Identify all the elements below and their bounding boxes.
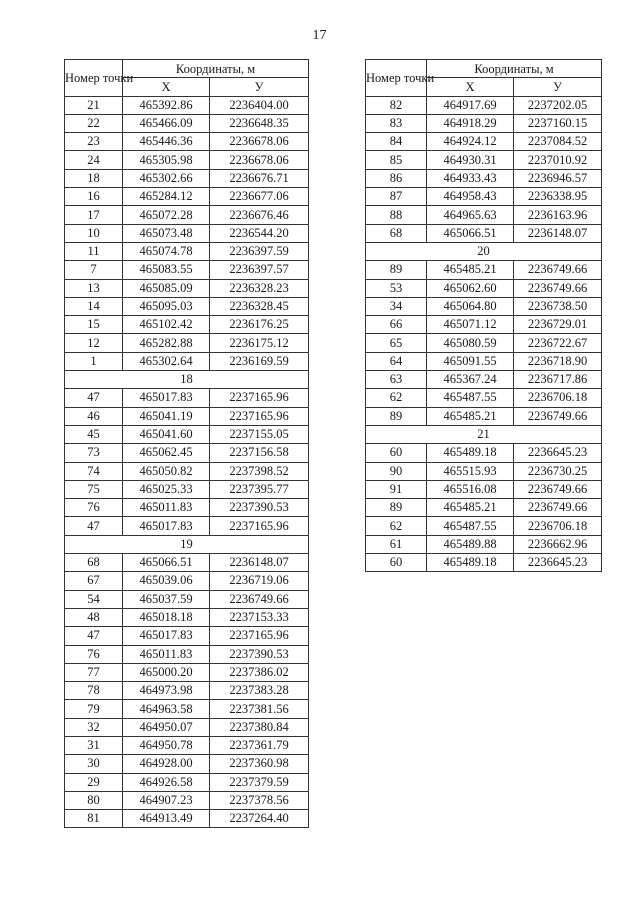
x-coordinate-cell: 465073.48 bbox=[123, 224, 210, 242]
point-number-cell: 1 bbox=[65, 352, 123, 370]
y-coordinate-cell: 2236722.67 bbox=[514, 334, 602, 352]
y-coordinate-cell: 2236676.71 bbox=[210, 169, 309, 187]
point-number-cell: 62 bbox=[366, 517, 427, 535]
point-number-cell: 31 bbox=[65, 736, 123, 754]
x-coordinate-cell: 464924.12 bbox=[427, 133, 514, 151]
point-number-cell: 84 bbox=[366, 133, 427, 151]
section-number: 18 bbox=[65, 371, 309, 389]
x-coordinate-cell: 465050.82 bbox=[123, 462, 210, 480]
section-number: 20 bbox=[366, 242, 602, 260]
y-coordinate-cell: 2236678.06 bbox=[210, 151, 309, 169]
x-coordinate-cell: 465025.33 bbox=[123, 480, 210, 498]
point-number-cell: 10 bbox=[65, 224, 123, 242]
y-coordinate-cell: 2236718.90 bbox=[514, 352, 602, 370]
table-row bbox=[65, 389, 309, 407]
table-row bbox=[65, 425, 309, 443]
section-number: 21 bbox=[366, 425, 602, 443]
point-number-cell: 86 bbox=[366, 169, 427, 187]
y-coordinate-cell: 2237379.59 bbox=[210, 773, 309, 791]
point-number-cell: 80 bbox=[65, 791, 123, 809]
x-header: Х bbox=[123, 78, 210, 96]
y-coordinate-cell: 2237202.05 bbox=[514, 96, 602, 114]
table-row bbox=[366, 279, 602, 297]
y-coordinate-cell: 2237378.56 bbox=[210, 791, 309, 809]
x-coordinate-cell: 465017.83 bbox=[123, 517, 210, 535]
point-number-cell: 62 bbox=[366, 389, 427, 407]
table-row bbox=[65, 517, 309, 535]
x-coordinate-cell: 465515.93 bbox=[427, 462, 514, 480]
table-row bbox=[366, 444, 602, 462]
x-coordinate-cell: 465485.21 bbox=[427, 499, 514, 517]
table-row bbox=[366, 407, 602, 425]
point-number-cell: 30 bbox=[65, 755, 123, 773]
x-coordinate-cell: 465485.21 bbox=[427, 261, 514, 279]
x-coordinate-cell: 465516.08 bbox=[427, 480, 514, 498]
table-row bbox=[65, 279, 309, 297]
y-coordinate-cell: 2236328.23 bbox=[210, 279, 309, 297]
point-number-cell: 68 bbox=[65, 554, 123, 572]
x-coordinate-cell: 465487.55 bbox=[427, 517, 514, 535]
table-row bbox=[366, 517, 602, 535]
table-row bbox=[366, 151, 602, 169]
coordinates-table-right bbox=[365, 59, 602, 572]
x-coordinate-cell: 465074.78 bbox=[123, 242, 210, 260]
table-row bbox=[366, 334, 602, 352]
x-coordinate-cell: 465095.03 bbox=[123, 297, 210, 315]
x-coordinate-cell: 465037.59 bbox=[123, 590, 210, 608]
point-number-cell: 87 bbox=[366, 188, 427, 206]
y-coordinate-cell: 2236648.35 bbox=[210, 114, 309, 132]
table-row bbox=[366, 96, 602, 114]
x-coordinate-cell: 465080.59 bbox=[427, 334, 514, 352]
x-coordinate-cell: 465041.60 bbox=[123, 425, 210, 443]
table-row bbox=[65, 334, 309, 352]
y-coordinate-cell: 2236148.07 bbox=[210, 554, 309, 572]
point-number-cell: 68 bbox=[366, 224, 427, 242]
y-coordinate-cell: 2237010.92 bbox=[514, 151, 602, 169]
x-coordinate-cell: 465102.42 bbox=[123, 316, 210, 334]
coordinates-header: Координаты, м bbox=[427, 60, 602, 78]
y-coordinate-cell: 2236719.06 bbox=[210, 572, 309, 590]
y-coordinate-cell: 2237380.84 bbox=[210, 718, 309, 736]
point-number-cell: 53 bbox=[366, 279, 427, 297]
y-header: У bbox=[210, 78, 309, 96]
table-row bbox=[65, 810, 309, 828]
table-row bbox=[366, 352, 602, 370]
table-row bbox=[366, 188, 602, 206]
x-coordinate-cell: 464913.49 bbox=[123, 810, 210, 828]
y-coordinate-cell: 2236544.20 bbox=[210, 224, 309, 242]
table-row bbox=[65, 627, 309, 645]
x-coordinate-cell: 464958.43 bbox=[427, 188, 514, 206]
x-coordinate-cell: 465011.83 bbox=[123, 645, 210, 663]
y-coordinate-cell: 2236328.45 bbox=[210, 297, 309, 315]
y-coordinate-cell: 2237386.02 bbox=[210, 663, 309, 681]
y-coordinate-cell: 2237264.40 bbox=[210, 810, 309, 828]
point-number-header: Номер точки bbox=[366, 60, 427, 97]
x-coordinate-cell: 465018.18 bbox=[123, 608, 210, 626]
y-coordinate-cell: 2236404.00 bbox=[210, 96, 309, 114]
point-number-cell: 76 bbox=[65, 499, 123, 517]
table-row bbox=[65, 462, 309, 480]
y-coordinate-cell: 2236749.66 bbox=[514, 499, 602, 517]
x-coordinate-cell: 465489.18 bbox=[427, 444, 514, 462]
point-number-cell: 67 bbox=[65, 572, 123, 590]
point-number-cell: 90 bbox=[366, 462, 427, 480]
x-coordinate-cell: 465485.21 bbox=[427, 407, 514, 425]
coordinates-header: Координаты, м bbox=[123, 60, 309, 78]
point-number-cell: 34 bbox=[366, 297, 427, 315]
x-coordinate-cell: 464933.43 bbox=[427, 169, 514, 187]
point-number-cell: 76 bbox=[65, 645, 123, 663]
y-coordinate-cell: 2236176.25 bbox=[210, 316, 309, 334]
table-row bbox=[65, 133, 309, 151]
y-coordinate-cell: 2237398.52 bbox=[210, 462, 309, 480]
table-row bbox=[65, 188, 309, 206]
point-number-cell: 29 bbox=[65, 773, 123, 791]
table-row bbox=[65, 663, 309, 681]
point-number-cell: 73 bbox=[65, 444, 123, 462]
page-number: 17 bbox=[312, 28, 327, 43]
table-row bbox=[65, 169, 309, 187]
y-coordinate-cell: 2237160.15 bbox=[514, 114, 602, 132]
table-row bbox=[65, 755, 309, 773]
y-coordinate-cell: 2237165.96 bbox=[210, 627, 309, 645]
table-row bbox=[366, 499, 602, 517]
point-number-cell: 60 bbox=[366, 554, 427, 572]
y-coordinate-cell: 2237165.96 bbox=[210, 389, 309, 407]
point-number-cell: 13 bbox=[65, 279, 123, 297]
table-row bbox=[65, 206, 309, 224]
point-number-cell: 21 bbox=[65, 96, 123, 114]
section-number: 19 bbox=[65, 535, 309, 553]
table-row bbox=[65, 407, 309, 425]
x-coordinate-cell: 465011.83 bbox=[123, 499, 210, 517]
x-coordinate-cell: 465000.20 bbox=[123, 663, 210, 681]
x-coordinate-cell: 465017.83 bbox=[123, 389, 210, 407]
point-number-cell: 79 bbox=[65, 700, 123, 718]
table-row bbox=[65, 352, 309, 370]
y-coordinate-cell: 2236738.50 bbox=[514, 297, 602, 315]
table-row bbox=[366, 371, 602, 389]
table-row bbox=[366, 133, 602, 151]
y-coordinate-cell: 2237395.77 bbox=[210, 480, 309, 498]
x-coordinate-cell: 465302.66 bbox=[123, 169, 210, 187]
y-coordinate-cell: 2236645.23 bbox=[514, 444, 602, 462]
section-row bbox=[366, 242, 602, 260]
x-coordinate-cell: 465072.28 bbox=[123, 206, 210, 224]
y-coordinate-cell: 2236749.66 bbox=[514, 407, 602, 425]
point-number-cell: 89 bbox=[366, 499, 427, 517]
point-number-cell: 45 bbox=[65, 425, 123, 443]
y-coordinate-cell: 2237361.79 bbox=[210, 736, 309, 754]
table-row bbox=[366, 535, 602, 553]
table-row bbox=[366, 554, 602, 572]
x-coordinate-cell: 465284.12 bbox=[123, 188, 210, 206]
point-number-cell: 7 bbox=[65, 261, 123, 279]
table-body-right bbox=[366, 96, 602, 572]
point-number-cell: 46 bbox=[65, 407, 123, 425]
x-coordinate-cell: 464928.00 bbox=[123, 755, 210, 773]
point-number-cell: 66 bbox=[366, 316, 427, 334]
y-coordinate-cell: 2236397.57 bbox=[210, 261, 309, 279]
point-number-cell: 47 bbox=[65, 389, 123, 407]
table-row bbox=[65, 114, 309, 132]
table-row bbox=[366, 206, 602, 224]
point-number-cell: 12 bbox=[65, 334, 123, 352]
table-row bbox=[366, 462, 602, 480]
y-coordinate-cell: 2237390.53 bbox=[210, 499, 309, 517]
table-row bbox=[65, 791, 309, 809]
y-coordinate-cell: 2237165.96 bbox=[210, 407, 309, 425]
point-number-cell: 91 bbox=[366, 480, 427, 498]
x-coordinate-cell: 464918.29 bbox=[427, 114, 514, 132]
section-row bbox=[65, 371, 309, 389]
y-coordinate-cell: 2236676.46 bbox=[210, 206, 309, 224]
table-row bbox=[65, 682, 309, 700]
point-number-cell: 83 bbox=[366, 114, 427, 132]
table-row bbox=[65, 316, 309, 334]
table-row bbox=[65, 645, 309, 663]
y-coordinate-cell: 2236706.18 bbox=[514, 517, 602, 535]
point-number-cell: 78 bbox=[65, 682, 123, 700]
y-coordinate-cell: 2236749.66 bbox=[514, 480, 602, 498]
point-number-cell: 65 bbox=[366, 334, 427, 352]
x-coordinate-cell: 465466.09 bbox=[123, 114, 210, 132]
table-row bbox=[366, 480, 602, 498]
x-coordinate-cell: 465489.88 bbox=[427, 535, 514, 553]
y-coordinate-cell: 2237165.96 bbox=[210, 517, 309, 535]
coordinates-table-left bbox=[64, 59, 309, 828]
x-coordinate-cell: 464907.23 bbox=[123, 791, 210, 809]
x-coordinate-cell: 465064.80 bbox=[427, 297, 514, 315]
table-row bbox=[65, 151, 309, 169]
x-coordinate-cell: 464917.69 bbox=[427, 96, 514, 114]
y-coordinate-cell: 2236749.66 bbox=[514, 279, 602, 297]
y-coordinate-cell: 2236148.07 bbox=[514, 224, 602, 242]
point-number-cell: 64 bbox=[366, 352, 427, 370]
y-coordinate-cell: 2236946.57 bbox=[514, 169, 602, 187]
table-row bbox=[65, 297, 309, 315]
y-coordinate-cell: 2236749.66 bbox=[210, 590, 309, 608]
table-row bbox=[366, 297, 602, 315]
point-number-cell: 77 bbox=[65, 663, 123, 681]
x-coordinate-cell: 465305.98 bbox=[123, 151, 210, 169]
x-coordinate-cell: 464950.07 bbox=[123, 718, 210, 736]
point-number-cell: 24 bbox=[65, 151, 123, 169]
point-number-cell: 23 bbox=[65, 133, 123, 151]
y-coordinate-cell: 2236706.18 bbox=[514, 389, 602, 407]
table-row bbox=[65, 261, 309, 279]
x-coordinate-cell: 465062.60 bbox=[427, 279, 514, 297]
table-row bbox=[65, 736, 309, 754]
x-coordinate-cell: 464963.58 bbox=[123, 700, 210, 718]
table-row bbox=[366, 114, 602, 132]
point-number-cell: 89 bbox=[366, 261, 427, 279]
y-coordinate-cell: 2237156.58 bbox=[210, 444, 309, 462]
point-number-cell: 16 bbox=[65, 188, 123, 206]
table-row bbox=[65, 444, 309, 462]
table-row bbox=[65, 96, 309, 114]
point-number-cell: 47 bbox=[65, 627, 123, 645]
table-row bbox=[65, 499, 309, 517]
x-header: Х bbox=[427, 78, 514, 96]
point-number-cell: 15 bbox=[65, 316, 123, 334]
table-row bbox=[65, 242, 309, 260]
x-coordinate-cell: 465039.06 bbox=[123, 572, 210, 590]
y-coordinate-cell: 2237360.98 bbox=[210, 755, 309, 773]
x-coordinate-cell: 465282.88 bbox=[123, 334, 210, 352]
table-row bbox=[65, 773, 309, 791]
point-number-cell: 11 bbox=[65, 242, 123, 260]
point-number-cell: 61 bbox=[366, 535, 427, 553]
x-coordinate-cell: 465302.64 bbox=[123, 352, 210, 370]
x-coordinate-cell: 465091.55 bbox=[427, 352, 514, 370]
x-coordinate-cell: 465446.36 bbox=[123, 133, 210, 151]
point-number-cell: 22 bbox=[65, 114, 123, 132]
table-body-left bbox=[65, 96, 309, 828]
point-number-cell: 81 bbox=[65, 810, 123, 828]
y-coordinate-cell: 2237381.56 bbox=[210, 700, 309, 718]
point-number-cell: 18 bbox=[65, 169, 123, 187]
y-coordinate-cell: 2236678.06 bbox=[210, 133, 309, 151]
table-row bbox=[366, 261, 602, 279]
table-row bbox=[65, 480, 309, 498]
table-row bbox=[65, 224, 309, 242]
y-coordinate-cell: 2236645.23 bbox=[514, 554, 602, 572]
table-row bbox=[65, 700, 309, 718]
table-row bbox=[65, 608, 309, 626]
table-row bbox=[65, 718, 309, 736]
x-coordinate-cell: 465085.09 bbox=[123, 279, 210, 297]
y-coordinate-cell: 2236717.86 bbox=[514, 371, 602, 389]
table-row bbox=[65, 554, 309, 572]
point-number-cell: 63 bbox=[366, 371, 427, 389]
y-coordinate-cell: 2236730.25 bbox=[514, 462, 602, 480]
x-coordinate-cell: 465071.12 bbox=[427, 316, 514, 334]
x-coordinate-cell: 464973.98 bbox=[123, 682, 210, 700]
x-coordinate-cell: 465041.19 bbox=[123, 407, 210, 425]
point-number-cell: 82 bbox=[366, 96, 427, 114]
y-coordinate-cell: 2236175.12 bbox=[210, 334, 309, 352]
x-coordinate-cell: 464930.31 bbox=[427, 151, 514, 169]
table-row bbox=[366, 316, 602, 334]
table-row bbox=[366, 224, 602, 242]
point-number-header: Номер точки bbox=[65, 60, 123, 97]
point-number-cell: 48 bbox=[65, 608, 123, 626]
x-coordinate-cell: 465367.24 bbox=[427, 371, 514, 389]
point-number-cell: 89 bbox=[366, 407, 427, 425]
y-coordinate-cell: 2236169.59 bbox=[210, 352, 309, 370]
y-coordinate-cell: 2236397.59 bbox=[210, 242, 309, 260]
point-number-cell: 32 bbox=[65, 718, 123, 736]
x-coordinate-cell: 465066.51 bbox=[427, 224, 514, 242]
y-coordinate-cell: 2237084.52 bbox=[514, 133, 602, 151]
y-header: У bbox=[514, 78, 602, 96]
point-number-cell: 14 bbox=[65, 297, 123, 315]
point-number-cell: 75 bbox=[65, 480, 123, 498]
x-coordinate-cell: 465392.86 bbox=[123, 96, 210, 114]
y-coordinate-cell: 2236749.66 bbox=[514, 261, 602, 279]
y-coordinate-cell: 2237153.33 bbox=[210, 608, 309, 626]
table-row bbox=[65, 590, 309, 608]
point-number-cell: 47 bbox=[65, 517, 123, 535]
section-row bbox=[65, 535, 309, 553]
table-row bbox=[366, 169, 602, 187]
section-row bbox=[366, 425, 602, 443]
y-coordinate-cell: 2236677.06 bbox=[210, 188, 309, 206]
x-coordinate-cell: 464965.63 bbox=[427, 206, 514, 224]
x-coordinate-cell: 465017.83 bbox=[123, 627, 210, 645]
x-coordinate-cell: 465487.55 bbox=[427, 389, 514, 407]
y-coordinate-cell: 2236163.96 bbox=[514, 206, 602, 224]
point-number-cell: 85 bbox=[366, 151, 427, 169]
y-coordinate-cell: 2236729.01 bbox=[514, 316, 602, 334]
y-coordinate-cell: 2236338.95 bbox=[514, 188, 602, 206]
y-coordinate-cell: 2236662.96 bbox=[514, 535, 602, 553]
point-number-cell: 60 bbox=[366, 444, 427, 462]
point-number-cell: 17 bbox=[65, 206, 123, 224]
y-coordinate-cell: 2237383.28 bbox=[210, 682, 309, 700]
x-coordinate-cell: 464926.58 bbox=[123, 773, 210, 791]
x-coordinate-cell: 465083.55 bbox=[123, 261, 210, 279]
point-number-cell: 88 bbox=[366, 206, 427, 224]
point-number-cell: 74 bbox=[65, 462, 123, 480]
x-coordinate-cell: 465062.45 bbox=[123, 444, 210, 462]
table-row bbox=[366, 389, 602, 407]
point-number-cell: 54 bbox=[65, 590, 123, 608]
y-coordinate-cell: 2237390.53 bbox=[210, 645, 309, 663]
x-coordinate-cell: 464950.78 bbox=[123, 736, 210, 754]
table-row bbox=[65, 572, 309, 590]
x-coordinate-cell: 465066.51 bbox=[123, 554, 210, 572]
y-coordinate-cell: 2237155.05 bbox=[210, 425, 309, 443]
x-coordinate-cell: 465489.18 bbox=[427, 554, 514, 572]
